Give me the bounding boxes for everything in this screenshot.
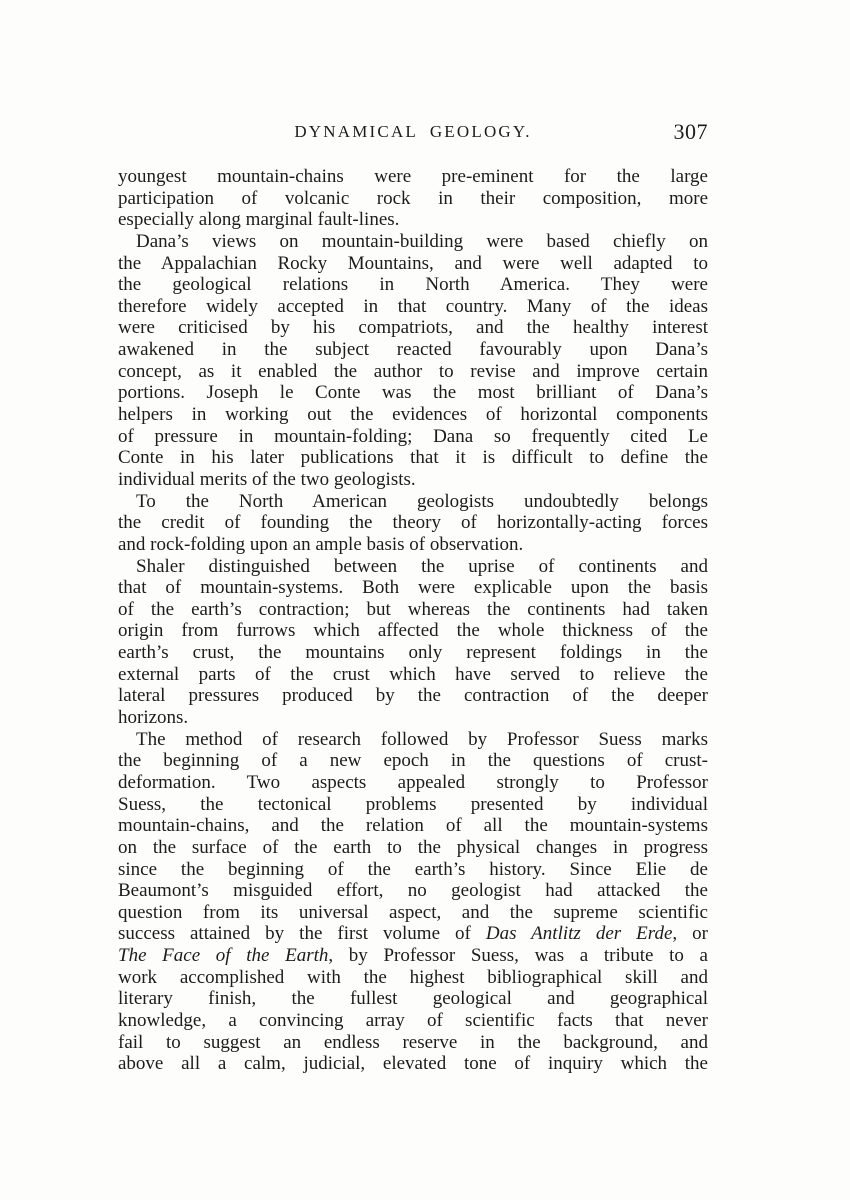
text-line: Shaler distinguished between the uprise of continents and bbox=[136, 555, 708, 577]
running-header bbox=[118, 120, 708, 150]
text-line: the beginning of a new epoch in the questions of crust- bbox=[118, 750, 708, 772]
text-line: concept, as it enabled the author to revise and improve certain bbox=[118, 360, 708, 382]
text-line: Conte in his later publications that it is difficult to define the bbox=[118, 447, 708, 469]
text-line: helpers in working out the evidences of horizontal components bbox=[118, 404, 708, 426]
text-line: and rock-folding upon an ample basis of observation. bbox=[118, 533, 524, 555]
text-line: the geological relations in North America. They were bbox=[118, 274, 708, 296]
text-line: mountain-chains, and the relation of all the mountain-systems bbox=[118, 815, 708, 837]
book-title-german: Das Antlitz der Erde bbox=[485, 923, 673, 945]
text-line: awakened in the subject reacted favourably upon Dana’s bbox=[118, 339, 708, 361]
text-line: external parts of the crust which have served to relieve the bbox=[118, 663, 708, 685]
text-line: The method of research followed by Professor Suess marks bbox=[136, 728, 708, 750]
text-line: the credit of founding the theory of horizontally-acting forces bbox=[118, 512, 708, 534]
text-line-with-title bbox=[118, 945, 708, 967]
text-line: especially along marginal fault-lines. bbox=[118, 209, 400, 231]
text-line: To the North American geologists undoubtedly belongs bbox=[136, 490, 708, 512]
text-line: individual merits of the two geologists. bbox=[118, 468, 416, 490]
text-line: above all a calm, judicial, elevated tone of inquiry which the bbox=[118, 1053, 708, 1075]
text-line: portions. Joseph le Conte was the most brilliant of Dana’s bbox=[118, 382, 708, 404]
text-line: knowledge, a convincing array of scientific facts that never bbox=[118, 1009, 708, 1031]
page-number: 307 bbox=[673, 119, 708, 144]
text-line: work accomplished with the highest bibliographical skill and bbox=[118, 966, 708, 988]
text-line: literary finish, the fullest geological and geographical bbox=[118, 988, 708, 1010]
text-segment: success attained by the first volume of bbox=[118, 923, 486, 945]
text-line: Beaumont’s misguided effort, no geologist had attacked the bbox=[118, 880, 708, 902]
text-line: Dana’s views on mountain-building were based chiefly on bbox=[136, 230, 708, 252]
text-line: youngest mountain-chains were pre-eminent for the large bbox=[118, 166, 708, 187]
book-title-english: The Face of the Earth bbox=[118, 945, 329, 967]
text-line: origin from furrows which affected the whole thickness of the bbox=[118, 620, 708, 642]
text-line: were criticised by his compatriots, and the healthy interest bbox=[118, 317, 708, 339]
text-line: lateral pressures produced by the contraction of the deeper bbox=[118, 685, 708, 707]
text-line: deformation. Two aspects appealed strongly to Professor bbox=[118, 771, 708, 793]
text-line: that of mountain-systems. Both were explicable upon the basis bbox=[118, 577, 708, 599]
text-line: since the beginning of the earth’s history. Since Elie de bbox=[118, 858, 708, 880]
text-line: the Appalachian Rocky Mountains, and were well adapted to bbox=[118, 252, 708, 274]
text-line: Suess, the tectonical problems presented by individual bbox=[118, 793, 708, 815]
text-line: earth’s crust, the mountains only represent foldings in the bbox=[118, 642, 708, 664]
text-line: horizons. bbox=[118, 707, 189, 729]
text-line-with-title bbox=[118, 923, 708, 945]
text-line: fail to suggest an endless reserve in the background, and bbox=[118, 1031, 708, 1053]
body-text bbox=[118, 166, 708, 1075]
text-line: of the earth’s contraction; but whereas the continents had taken bbox=[118, 598, 708, 620]
text-line: of pressure in mountain-folding; Dana so frequently cited Le bbox=[118, 425, 708, 447]
text-line: question from its universal aspect, and the supreme scientific bbox=[118, 901, 708, 923]
text-segment: , by Professor Suess, was a tribute to a bbox=[328, 945, 708, 967]
running-title: DYNAMICAL GEOLOGY. bbox=[294, 122, 532, 141]
text-segment: , or bbox=[672, 923, 708, 945]
text-line: participation of volcanic rock in their composition, more bbox=[118, 187, 708, 209]
text-line: on the surface of the earth to the physical changes in progress bbox=[118, 836, 708, 858]
text-line: therefore widely accepted in that country. Many of the ideas bbox=[118, 295, 708, 317]
